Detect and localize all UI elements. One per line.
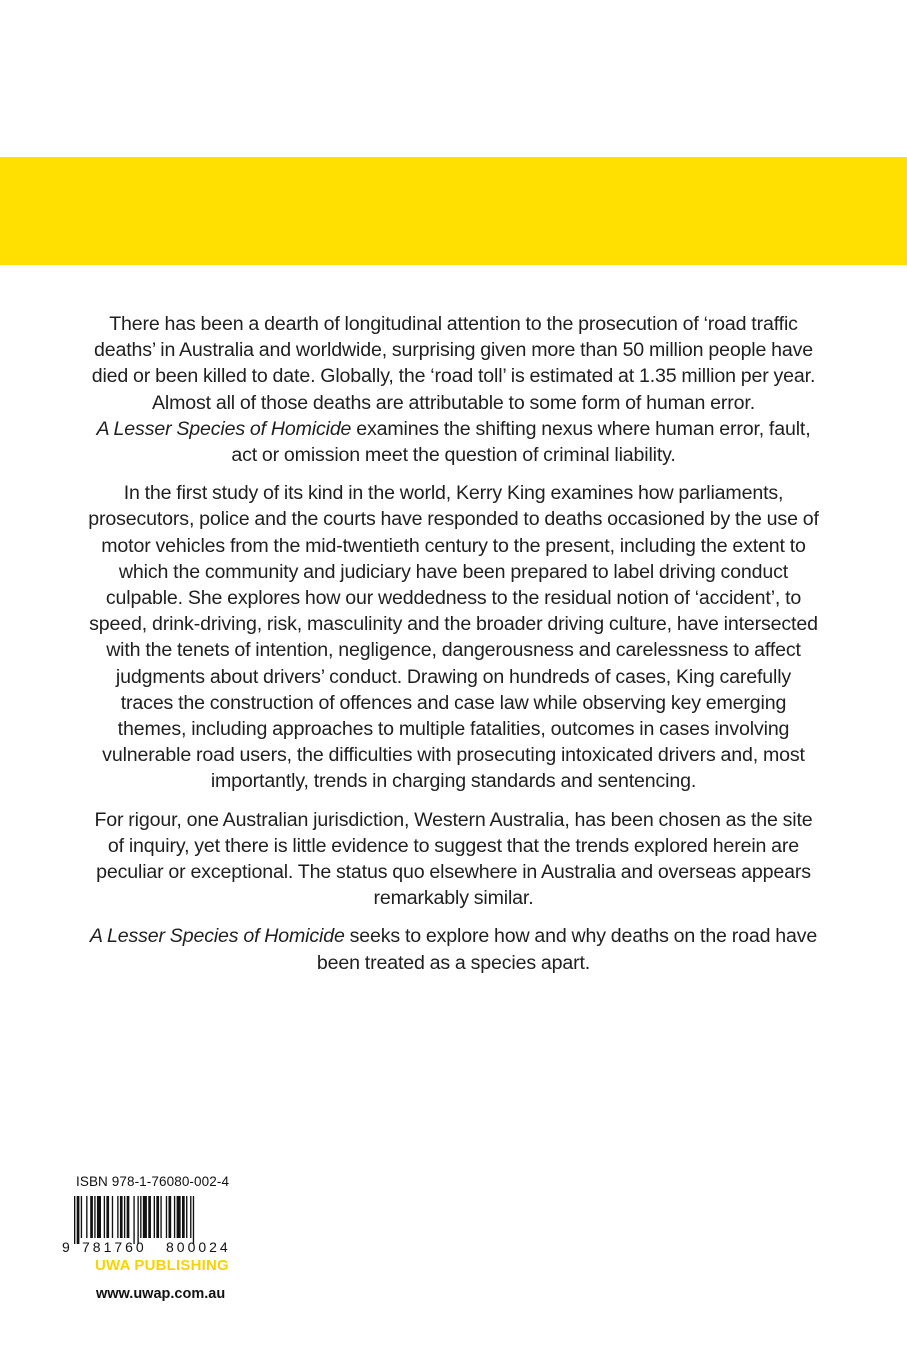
blurb-paragraph-3: For rigour, one Australian jurisdiction, Western Australia, has been chosen as the site of inquiry, yet there is little evidence to suggest that the trends explored herein are peculiar or exceptional. The status quo elsewhere in Australia and overseas appears remarkably similar.	[94, 808, 813, 910]
barcode-left-digits: 781760	[82, 1239, 147, 1255]
barcode-bar	[166, 1196, 167, 1238]
blurb-p1-text-end: examines the shifting nexus where human error, fault, act or omission meet the question of criminal liability.	[231, 417, 811, 467]
barcode-bar	[120, 1196, 123, 1238]
barcode-bar	[137, 1196, 138, 1244]
barcode-bar	[94, 1196, 95, 1238]
barcode-lead-digit: 9	[62, 1239, 70, 1255]
barcode-bar	[124, 1196, 125, 1238]
barcode-bar	[77, 1196, 80, 1244]
barcode-bar	[112, 1196, 113, 1238]
barcode-bar	[127, 1196, 130, 1238]
publisher-name: UWA PUBLISHING	[95, 1257, 229, 1274]
isbn-label: ISBN 978-1-76080-002-4	[76, 1174, 230, 1189]
barcode-bar	[140, 1196, 141, 1238]
barcode-bar	[74, 1196, 75, 1244]
blurb-paragraph-2: In the first study of its kind in the world, Kerry King examines how parliaments, prosecutors, police and the courts have responded to deaths occasioned by the use of motor vehicles from the mid-twentieth century to the present, including the extent to which the community and judiciary have been prepared to label driving conduct culpable. She explores how our weddedness to the residual notion of ‘accident’, to speed, drink-driving, risk, masculinity and the broader driving culture, have intersected with the tenets of intention, negligence, dangerousness and carelessness to affect judgments about drivers’ conduct. Drawing on hundreds of cases, King carefully traces the construction of offences and case law while observing key emerging themes, including approaches to multiple fatalities, outcomes in cases involving vulnerable road users, the difficulties with prosecuting intoxicated drivers and, most importantly, trends in charging standards and sentencing.	[88, 482, 819, 793]
barcode-bar	[186, 1196, 187, 1238]
barcode-bar	[177, 1196, 181, 1238]
barcode-bar	[143, 1196, 147, 1238]
barcode-bar	[106, 1196, 109, 1238]
barcode-bar	[169, 1196, 172, 1238]
barcode-bar	[148, 1196, 151, 1238]
back-cover-blurb	[88, 311, 819, 988]
barcode-bar	[193, 1196, 194, 1244]
blurb-p4-text: seeks to explore how and why deaths on the road have been treated as a species apart.	[316, 925, 818, 974]
blurb-paragraph-4	[88, 923, 819, 975]
barcode-bar	[156, 1196, 159, 1238]
barcode-bar	[104, 1196, 105, 1238]
barcode-bar	[86, 1196, 87, 1238]
barcode-bar	[182, 1196, 185, 1238]
barcode-bar	[133, 1196, 134, 1244]
publisher-website: www.uwap.com.au	[96, 1286, 226, 1302]
barcode-right-digits: 800024	[166, 1239, 231, 1255]
barcode-bar	[81, 1196, 82, 1238]
barcode-bar	[160, 1196, 161, 1238]
blurb-paragraph-1	[88, 311, 819, 468]
book-title-italic: A Lesser Species of Homicide	[96, 417, 352, 440]
barcode-bar	[154, 1196, 155, 1238]
barcode	[60, 1196, 260, 1258]
barcode-bar	[174, 1196, 175, 1238]
yellow-header-band	[0, 157, 907, 265]
blurb-p1-text: There has been a dearth of longitudinal attention to the prosecution of ‘road traffic deaths’ in Australia and worldwide, surprising given more than 50 million people have died or been killed to date. Globally, the ‘road toll’ is estimated at 1.35 million per year. Almost all of those deaths are attributable to some form of human error.	[91, 313, 816, 414]
barcode-bar	[90, 1196, 93, 1238]
barcode-bar	[190, 1196, 191, 1238]
book-title-italic: A Lesser Species of Homicide	[89, 925, 345, 948]
barcode-bar	[117, 1196, 118, 1238]
barcode-bar	[97, 1196, 101, 1238]
